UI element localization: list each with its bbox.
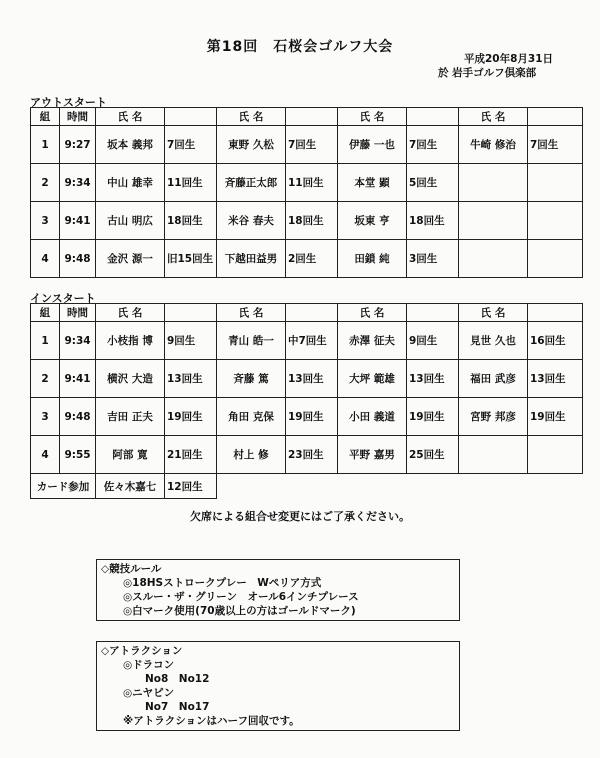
player-name: 青山 皓一: [217, 322, 286, 360]
attractions-box: [96, 641, 460, 731]
header-name: 氏 名: [338, 108, 407, 126]
table-header-row: [31, 304, 583, 322]
player-name: 坂本 義邦: [96, 126, 165, 164]
player-name: 金沢 源一: [96, 240, 165, 278]
event-date: 平成20年8月31日: [464, 53, 554, 65]
page-title: 第18回 石桜会ゴルフ大会: [206, 39, 394, 55]
out-start-table: [30, 107, 583, 278]
player-class: 18回生: [165, 202, 217, 240]
tee-time: 9:27: [60, 126, 96, 164]
table-row: [31, 398, 583, 436]
player-class: [528, 436, 583, 474]
player-class: 11回生: [165, 164, 217, 202]
tee-time: 9:55: [60, 436, 96, 474]
player-name: 田鎖 純: [338, 240, 407, 278]
out-start-label: アウトスタート: [30, 96, 107, 109]
group-number: 1: [31, 322, 60, 360]
player-name: 小田 義道: [338, 398, 407, 436]
group-number: 1: [31, 126, 60, 164]
rules-heading: ◇競技ルール: [101, 563, 162, 575]
tee-time: 9:48: [60, 240, 96, 278]
rule-item: ◎18HSストロークプレー Wペリア方式: [123, 577, 322, 589]
player-name: 佐々木嘉七: [96, 474, 165, 499]
player-class: 5回生: [407, 164, 459, 202]
player-class: 25回生: [407, 436, 459, 474]
player-name: 伊藤 一也: [338, 126, 407, 164]
player-name: 斉藤正太郎: [217, 164, 286, 202]
player-name: 古山 明広: [96, 202, 165, 240]
player-name: [459, 436, 528, 474]
player-name: 小枝指 博: [96, 322, 165, 360]
player-name: [459, 164, 528, 202]
attractions-remark: ※アトラクションはハーフ回収です。: [123, 715, 300, 727]
doracon-holes: No8 No12: [145, 673, 210, 685]
player-name: 中山 雄幸: [96, 164, 165, 202]
player-name: 斉藤 篤: [217, 360, 286, 398]
player-class: 19回生: [407, 398, 459, 436]
tee-time: 9:34: [60, 322, 96, 360]
header-group: 組: [31, 304, 60, 322]
header-name: 氏 名: [459, 108, 528, 126]
header-time: 時間: [60, 108, 96, 126]
player-name: [459, 202, 528, 240]
player-class: 13回生: [286, 360, 338, 398]
table-header-row: [31, 108, 583, 126]
header-name: 氏 名: [96, 108, 165, 126]
player-class: 旧15回生: [165, 240, 217, 278]
player-name: 福田 武彦: [459, 360, 528, 398]
player-class: 16回生: [528, 322, 583, 360]
player-class: 19回生: [165, 398, 217, 436]
player-name: 平野 嘉男: [338, 436, 407, 474]
player-class: [528, 164, 583, 202]
group-number: 3: [31, 398, 60, 436]
player-name: 本堂 顕: [338, 164, 407, 202]
group-number: 2: [31, 360, 60, 398]
notice-text: 欠席による組合せ変更にはご了承ください。: [190, 510, 410, 523]
player-class: 7回生: [286, 126, 338, 164]
player-class: 13回生: [528, 360, 583, 398]
player-class: [528, 202, 583, 240]
player-name: 牛崎 修治: [459, 126, 528, 164]
player-class: 11回生: [286, 164, 338, 202]
rules-box: [96, 559, 460, 621]
table-row: [31, 360, 583, 398]
player-class: 18回生: [407, 202, 459, 240]
player-name: 村上 修: [217, 436, 286, 474]
player-name: 坂東 亨: [338, 202, 407, 240]
tee-time: 9:34: [60, 164, 96, 202]
table-row: [31, 202, 583, 240]
player-class: 19回生: [286, 398, 338, 436]
attractions-heading: ◇アトラクション: [101, 645, 183, 657]
doracon-label: ◎ドラコン: [123, 659, 175, 671]
header-name: 氏 名: [217, 304, 286, 322]
header-name: 氏 名: [217, 108, 286, 126]
player-name: 米谷 春夫: [217, 202, 286, 240]
player-name: 下越田益男: [217, 240, 286, 278]
header-group: 組: [31, 108, 60, 126]
card-label: カード参加: [31, 474, 96, 499]
player-class: 7回生: [407, 126, 459, 164]
player-name: 吉田 正夫: [96, 398, 165, 436]
player-name: 横沢 大造: [96, 360, 165, 398]
table-row: [31, 322, 583, 360]
tee-time: 9:48: [60, 398, 96, 436]
player-class: 19回生: [528, 398, 583, 436]
player-class: 12回生: [165, 474, 217, 499]
player-class: 23回生: [286, 436, 338, 474]
player-class: 21回生: [165, 436, 217, 474]
player-class: 13回生: [407, 360, 459, 398]
player-name: [459, 240, 528, 278]
event-venue: 於 岩手ゴルフ倶楽部: [438, 67, 537, 79]
tee-time: 9:41: [60, 202, 96, 240]
player-name: 宮野 邦彦: [459, 398, 528, 436]
player-name: 大坪 範雄: [338, 360, 407, 398]
header-name: 氏 名: [96, 304, 165, 322]
player-class: 18回生: [286, 202, 338, 240]
card-participation-row: [31, 474, 583, 499]
player-name: 阿部 寛: [96, 436, 165, 474]
player-name: 見世 久也: [459, 322, 528, 360]
table-row: [31, 164, 583, 202]
in-start-table: [30, 303, 583, 499]
tee-time: 9:41: [60, 360, 96, 398]
player-class: [528, 240, 583, 278]
table-row: [31, 240, 583, 278]
table-row: [31, 436, 583, 474]
player-class: 9回生: [407, 322, 459, 360]
rule-item: ◎スルー・ザ・グリーン オール6インチプレース: [123, 591, 359, 603]
rule-item: ◎白マーク使用(70歳以上の方はゴールドマーク): [123, 605, 356, 617]
header-time: 時間: [60, 304, 96, 322]
nearpin-holes: No7 No17: [145, 701, 210, 713]
nearpin-label: ◎ニヤピン: [123, 687, 175, 699]
group-number: 2: [31, 164, 60, 202]
player-class: 3回生: [407, 240, 459, 278]
player-class: 中7回生: [286, 322, 338, 360]
player-name: 角田 克保: [217, 398, 286, 436]
header-name: 氏 名: [338, 304, 407, 322]
player-name: 赤澤 征夫: [338, 322, 407, 360]
player-class: 9回生: [165, 322, 217, 360]
group-number: 3: [31, 202, 60, 240]
in-start-label: インスタート: [30, 292, 96, 305]
player-class: 7回生: [528, 126, 583, 164]
player-name: 東野 久松: [217, 126, 286, 164]
player-class: 13回生: [165, 360, 217, 398]
header-name: 氏 名: [459, 304, 528, 322]
group-number: 4: [31, 436, 60, 474]
player-class: 2回生: [286, 240, 338, 278]
player-class: 7回生: [165, 126, 217, 164]
group-number: 4: [31, 240, 60, 278]
date-venue-block: [438, 52, 553, 80]
table-row: [31, 126, 583, 164]
